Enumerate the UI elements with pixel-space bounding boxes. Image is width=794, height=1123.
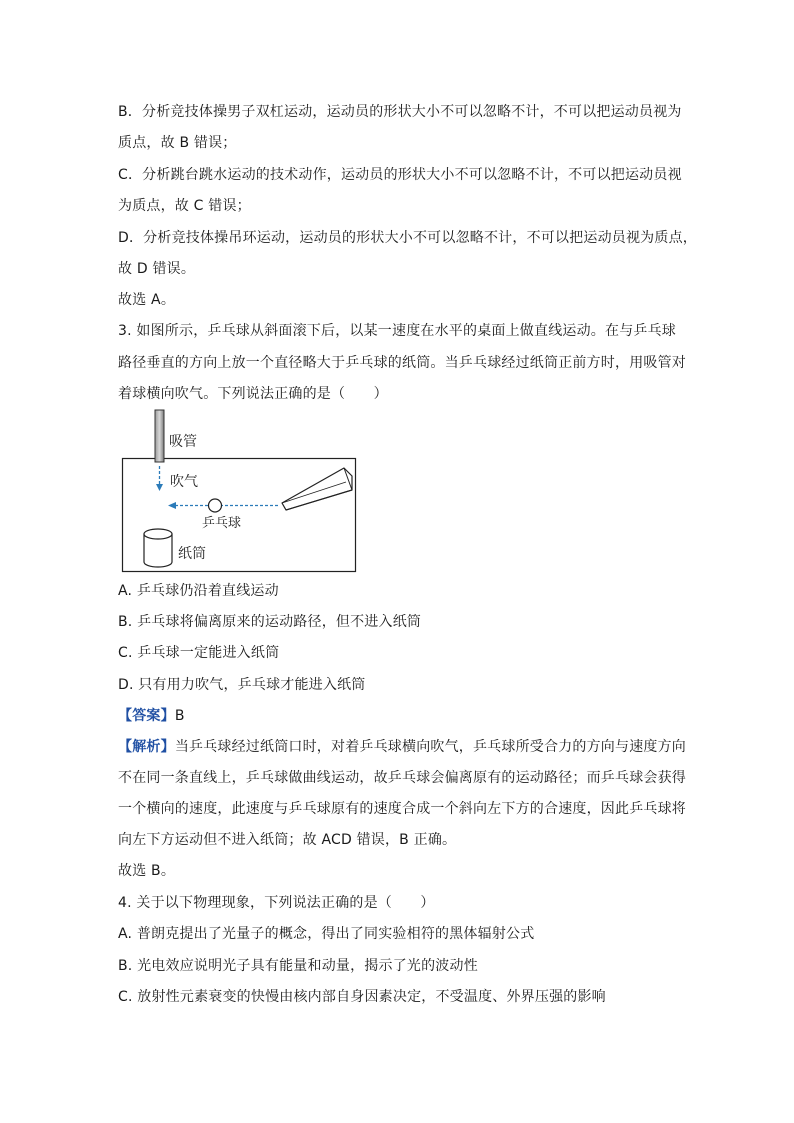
option-b: B. 光电效应说明光子具有能量和动量，揭示了光的波动性 — [118, 958, 478, 974]
tube-label: 纸筒 — [178, 546, 206, 562]
ball-label: 乒乓球 — [202, 516, 242, 531]
text-line: 质点，故 B 错误； — [118, 135, 237, 151]
analysis-line — [118, 737, 686, 757]
text-line: 为质点，故 C 错误； — [118, 198, 251, 214]
option-d: D. 只有用力吹气，乒乓球才能进入纸筒 — [118, 677, 366, 693]
answer-line — [118, 706, 185, 726]
answer-tag: 【答案】 — [118, 708, 175, 724]
path-arrow-icon — [168, 502, 176, 509]
text-line: 故 D 错误。 — [118, 261, 196, 277]
option-b: B. 乒乓球将偏离原来的运动路径，但不进入纸筒 — [118, 614, 422, 630]
question-stem: 路径垂直的方向上放一个直径略大于乒乓球的纸筒。当乒乓球经过纸筒正前方时，用吸管对 — [118, 355, 686, 371]
question-stem: 着球横向吹气。下列说法正确的是（ ） — [118, 386, 388, 402]
option-a: A. 乒乓球仍沿着直线运动 — [118, 583, 279, 599]
option-c: C. 乒乓球一定能进入纸筒 — [118, 645, 280, 661]
ping-pong-ball-icon — [209, 499, 222, 512]
ramp-icon — [282, 468, 352, 510]
analysis-tag: 【解析】 — [118, 739, 175, 755]
straw-label: 吸管 — [169, 434, 197, 450]
option-c: C. 放射性元素衰变的快慢由核内部自身因素决定，不受温度、外界压强的影响 — [118, 989, 606, 1005]
blow-label: 吹气 — [170, 474, 198, 490]
text-line: 故选 A。 — [118, 292, 176, 308]
analysis-text: 一个横向的速度，此速度与乒乓球原有的速度合成一个斜向左下方的合速度，因此乒乓球将 — [118, 801, 686, 817]
blow-arrow-icon — [156, 484, 163, 491]
answer-value: B — [174, 708, 185, 724]
straw-icon — [155, 410, 164, 462]
analysis-text: 故选 B。 — [118, 863, 176, 879]
question-stem: 4. 关于以下物理现象，下列说法正确的是（ ） — [118, 895, 435, 911]
analysis-text: 向左下方运动但不进入纸筒；故 ACD 错误，B 正确。 — [118, 832, 457, 848]
analysis-text: 不在同一条直线上，乒乓球做曲线运动，故乒乓球会偏离原有的运动路径；而乒乓球会获得 — [118, 770, 686, 786]
question-stem: 3. 如图所示，乒乓球从斜面滚下后，以某一速度在水平的桌面上做直线运动。在与乒乓球 — [118, 323, 677, 339]
text-line: C．分析跳台跳水运动的技术动作，运动员的形状大小不可以忽略不计，不可以把运动员视 — [118, 167, 682, 183]
text-line: D．分析竞技体操吊环运动，运动员的形状大小不可以忽略不计，不可以把运动员视为质点， — [118, 230, 697, 246]
text-line: B．分析竞技体操男子双杠运动，运动员的形状大小不可以忽略不计，不可以把运动员视为 — [118, 104, 682, 120]
analysis-text: 当乒乓球经过纸筒口时，对着乒乓球横向吹气，乒乓球所受合力的方向与速度方向 — [174, 739, 687, 755]
option-a: A. 普朗克提出了光量子的概念，得出了同实验相符的黑体辐射公式 — [118, 926, 535, 942]
experiment-figure — [118, 406, 360, 574]
